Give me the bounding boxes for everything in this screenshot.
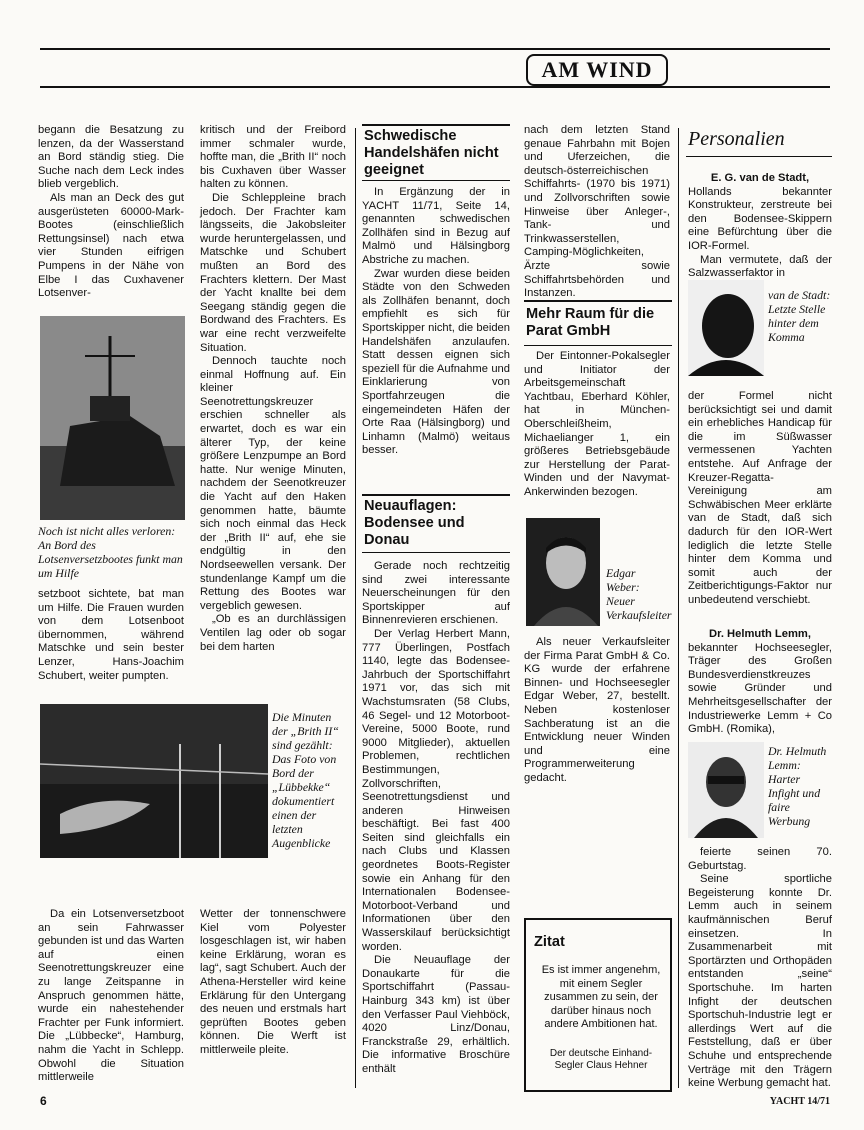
headline-rule: [524, 300, 672, 302]
headline-rule: [524, 345, 672, 346]
photo-caption: Dr. Helmuth Lemm: Harter Infight und faire Werbung: [768, 744, 827, 828]
article-column-5: [688, 846, 832, 1091]
article-column-4: [524, 636, 670, 786]
header-rule-bottom: [40, 86, 830, 88]
photo-caption: van de Stadt: Letzte Stelle hinter dem Komma: [768, 288, 831, 344]
ship-photo-image: [40, 316, 185, 520]
body-text: Hollands bekannter Konstrukteur, zerstreute bei den Bodensee-Skippern eine Befürchtung über die IOR-Formel.: [688, 185, 832, 252]
article-column-5: [688, 390, 832, 608]
quote-source: Der deutsche Einhand-Segler Claus Hehner: [549, 1048, 653, 1071]
portrait-photo-weber: [526, 518, 600, 626]
portrait-image: [688, 280, 764, 376]
body-text: Man vermutete, daß der Salzwasserfaktor in: [688, 253, 832, 280]
headline-rule: [362, 124, 510, 126]
article-column-5: [688, 172, 832, 281]
article-column-3: [362, 560, 510, 1077]
body-text: begann die Besatzung zu lenzen, da der Wasserstand an Bord ständig stieg. Die Suche nach dem Leck indes blieb vergeblich.: [38, 124, 184, 191]
article-column-1: [38, 124, 184, 301]
body-text: „Ob es an durchlässigen Ventilen lag oder ob sogar bei dem harten: [200, 613, 346, 653]
body-text: Wetter der tonnenschwere Kiel vom Polyester losgeschlagen ist, wir haben keine Erklärung, woran es lag“, sagt Schubert. Auch der Athena-Hersteller wird keine Erklärung für den Untergang des neuen und erstmals hart geprüften Bootes geben können. Die Werft ist mittlerweile pleite.: [200, 908, 346, 1056]
body-text: Als neuer Verkaufsleiter der Firma Parat GmbH & Co. KG wurde der erfahrene Binnen- und Hochseesegler Edgar Weber, 27, bestellt. Neben kostenloser Sachberatung ist an die Entwicklung neuer Winden und eine Programmerweiterung gedacht.: [524, 636, 670, 784]
photo-caption: Noch ist nicht alles verloren: An Bord des Lotsenversetzbootes funkt man um Hilfe: [38, 524, 183, 580]
article-column-3: [362, 186, 510, 458]
body-text: Die Neuauflage der Donaukarte für die Sportschiffahrt (Passau-Hainburg 343 km) ist über den Verfasser Paul Viehböck, 4020 Linz/Donau, Franckstraße 29, erhältlich. Die informative Broschüre enthält: [362, 954, 510, 1075]
body-text: Als man an Deck des gut ausgerüsteten 60000-Mark-Bootes (einschließlich Rettungsinsel) nach etwa vier Stunden eifrigen Pumpens in der Nähe von Elbe I das Cuxhavener Lotsenver-: [38, 191, 184, 300]
headline-rule: [362, 180, 510, 181]
issue-label: YACHT 14/71: [769, 1096, 830, 1107]
column-divider: [355, 128, 356, 1088]
section-heading: Personalien: [688, 128, 785, 150]
quote-text: Es ist immer angenehm, mit einem Segler zusammen zu sein, der darüber hinaus noch andere Ambitionen hat.: [541, 964, 661, 1031]
article-column-4: [524, 350, 670, 500]
article-column-1: [38, 588, 184, 683]
body-text: Zwar wurden diese beiden Städte von den Schweden als Zollhäfen benannt, doch empfiehlt es sich für Sportskipper nicht, die beiden Handelshäfen anzulaufen. Statt dessen eignen sich speziell für die Aufnahme und Einklarierung von Sportfahrzeugen die eingemeindeten Häfen der Orte Raa (Hälsingborg) und Linhamn (Malmö) weitaus besser.: [362, 267, 510, 457]
body-text: In Ergänzung der in YACHT 11/71, Seite 14, genannten schwedischen Zollhäfen sind in Bezug auf Malmö und Hälsingborg Abstriche zu machen.: [362, 186, 510, 266]
sinking-yacht-photo: [40, 704, 268, 858]
body-text: der Formel nicht berücksichtigt sei und damit ein erhebliches Handicap für die im Süßwasser vermessenen Yachten entstehe. Auf Anfrage der Kreuzer-Regatta-Vereinigung am Schwäbischen Meer erklärte van de Stadt, daß sich dadurch für den IOR-Wert lediglich die letzte Stelle hinter dem Komma und somit auch der Zeitberichtigungs-Faktor nur unbedeutend verschiebt.: [688, 390, 832, 606]
portrait-image: [526, 518, 600, 626]
body-text: feierte seinen 70. Geburtstag.: [688, 846, 832, 872]
article-headline: Neuauflagen: Bodensee und Donau: [364, 498, 465, 548]
body-text: kritisch und der Freibord immer schmaler wurde, hoffte man, die „Brith II“ noch bis Cuxhaven über Wasser halten zu können.: [200, 124, 346, 191]
article-column-5: [688, 628, 832, 737]
headline-rule: [686, 156, 832, 157]
body-text: bekannter Hochseesegler, Träger des Großen Bundesverdienstkreuzes sowie Gründer und Mehrheitsgesellschafter der Industriewerke Lemm + Co GmbH. (Romika),: [688, 641, 832, 736]
body-text: nach dem letzten Stand genaue Fahrbahn mit Bojen und Uferzeichen, die deutsch-österreichischen Schiffahrts- (1970 bis 1971) und Zollvorschriften sowie Hinweise über Anleger-, Tank- und Trinkwasserstellen, Camping-Möglichkeiten, Ärzte sowie Schiffahrtsbehörden und Instanzen.: [524, 124, 670, 300]
page-number: 6: [40, 1094, 47, 1108]
portrait-photo-van-de-stadt: [688, 280, 764, 376]
photo-caption: Die Minuten der „Brith II“ sind gezählt: Das Foto von Bord der „Lübbekke“ dokumentiert einen der letzten Augenblicke: [272, 710, 339, 850]
person-name: E. G. van de Stadt,: [710, 172, 810, 184]
article-column-4: [524, 124, 670, 301]
column-divider: [678, 128, 679, 1088]
body-text: Gerade noch rechtzeitig sind zwei interessante Neuerscheinungen für den Sportskipper auf Binnenrevieren erschienen.: [362, 560, 510, 627]
body-text: Der Eintonner-Pokalsegler und Initiator der Arbeitsgemeinschaft Yachtbau, Eberhard Köhler, hat in München-Oberschleißheim, Michaelianger 1, ein größeres Betriebsgebäude zur Herstellung der Parat-Winden und der Navymat-Ankerwinden bezogen.: [524, 350, 670, 498]
article-headline: Mehr Raum für die Parat GmbH: [526, 306, 655, 339]
article-column-1: [38, 908, 184, 1085]
article-column-2: [200, 908, 346, 1058]
body-text: Dennoch tauchte noch einmal Hoffnung auf. Ein kleiner Seenotrettungskreuzer erschien schneller als erwartet, doch es war ein älterer Typ, der keine größere Lenzpumpe an Bord hatte. Nur wenige Minuten, nachdem der Seenotkreuzer die Yacht auf den Haken genommen hatte, bäumte sich noch einmal das Heck der „Brith II“ auf, ehe sie endgültig in den Nordseewellen versank. Der stundenlange Kampf um die Rettung des Bootes war vergeblich gewesen.: [200, 355, 346, 612]
person-name: Dr. Helmuth Lemm,: [709, 628, 811, 640]
headline-rule: [362, 552, 510, 553]
sinking-yacht-image: [40, 704, 268, 858]
body-text: Die Schleppleine brach jedoch. Der Frachter kam längsseits, die Jakobsleiter wurde heruntergelassen, und Matschke und Schubert mußten an Bord des Frachters klettern. Der Mast der Yacht knallte bei dem Seegang ständig gegen die Bordwand des Frachters. Es war eine recht verzweifelte Situation.: [200, 191, 346, 354]
body-text: Da ein Lotsenversetzboot an sein Fahrwasser gebunden ist und das Warten auf einen Seenotrettungskreuzer eine zu lange Zeitspanne in Anspruch genommen hätte, wurde ein nahestehender Frachter per Funk informiert. Die „Lübbecke“, Hamburg, nahm die Yacht in Schlepp. Obwohl die Situation mittlerweile: [38, 908, 184, 1084]
body-text: Seine sportliche Begeisterung konnte Dr. Lemm auch in seinem kaufmännischen Beruf einsetzen. In Zusammenarbeit mit Sportärzten und Orthopäden entstanden „seine“ Sportschuhe. Im harten Infight der deutschen Sportschuh-Industrie legt er allerdings Wert auf die Feststellung, daß er über Schuhe und entsprechende Verträge mit den Trägern keine Werbung gemacht hat.: [688, 873, 832, 1090]
article-column-2: [200, 124, 346, 654]
section-badge: AM WIND: [526, 54, 668, 86]
headline-rule: [362, 494, 510, 496]
header-rule-top: [40, 48, 830, 50]
body-text: setzboot sichtete, bat man um Hilfe. Die Frauen wurden von dem Lotsenboot übernommen, während Matschke und sein bester Lenzer, Hans-Joachim Schubert, weiter pumpten.: [38, 588, 184, 682]
photo-caption: Edgar Weber: Neuer Verkaufsleiter: [606, 566, 672, 622]
portrait-photo-lemm: [688, 742, 764, 838]
article-headline: Schwedische Handelshäfen nicht geeignet: [364, 128, 499, 178]
quote-box: [524, 918, 672, 1092]
portrait-image: [688, 742, 764, 838]
body-text: Der Verlag Herbert Mann, 777 Überlingen, Postfach 1140, legte das Bodensee-Jahrbuch der Sportschiffahrt 1971 vor, das sich mit Wachstumsraten (58 Clubs, 46 Segel- und 12 Motorboot-Vereine, 5000 Boote, rund 9000 Mitglieder), aktuellen Problemen, rechtlichen Bestimmungen, Zollvorschriften, Seenotrettungsdienst und anderen Hinweisen beschäftigt. Bei fast 400 Seiten sind gleichfalls ein nach Clubs und Klassen geordnetes Boots-Register sowie ein Anhang für den Internationalen Bodensee-Motorboot-Verband und Informationen über den Wasserskilauf berücksichtigt worden.: [362, 627, 510, 953]
quote-heading: Zitat: [534, 934, 565, 950]
ship-photo: [40, 316, 185, 520]
